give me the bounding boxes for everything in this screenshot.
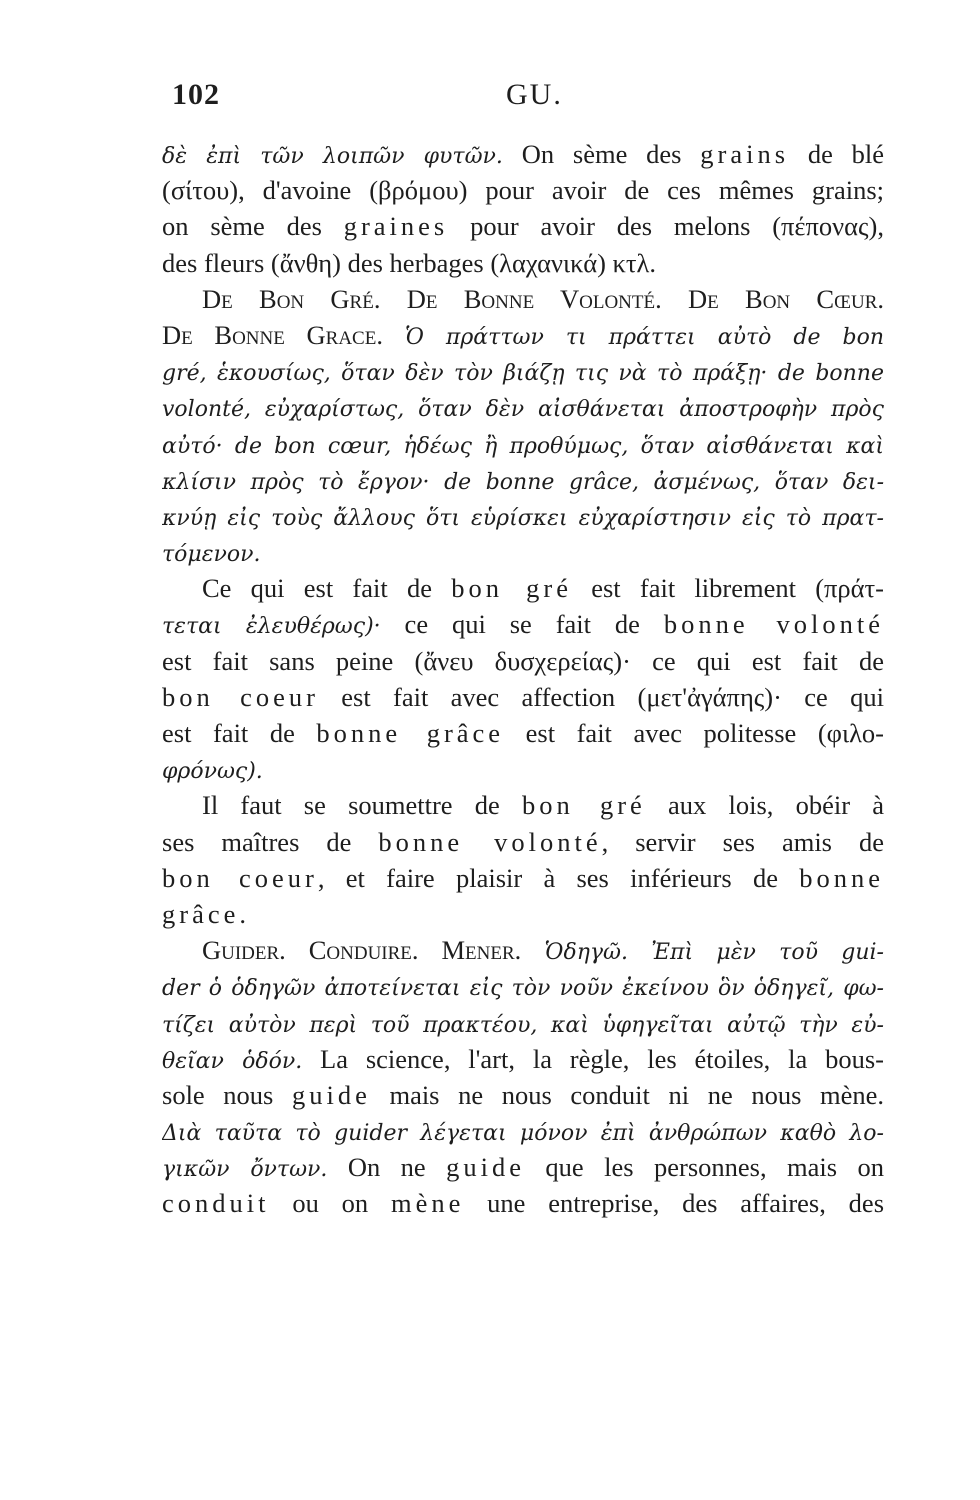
text-line — [162, 426, 884, 462]
text-segment: de blé — [789, 139, 884, 169]
text-line — [162, 787, 884, 823]
text-segment: est fait sans peine (ἄνευ δυσχερείας)· — [162, 645, 631, 676]
entry-heading: De Bonne Grace. — [162, 319, 383, 350]
text-line — [162, 1185, 884, 1221]
text-segment: , et faire plaisir à ses inférieurs de — [317, 862, 800, 893]
greek-text: γικῶν ὄντων. — [162, 1157, 328, 1183]
text-line — [162, 824, 884, 860]
spaced-term: grâce — [162, 898, 240, 929]
text-segment: pour avoir des melons (πέπονας), — [448, 211, 884, 242]
greek-text: Διὰ ταῦτα τὸ guider λέγεται μόνον ἐπὶ ἀνθρώπων καθὸ λο- — [162, 1121, 884, 1147]
text-segment: Ce qui est fait de — [202, 573, 452, 604]
text-line — [162, 534, 884, 570]
text-line — [162, 1005, 884, 1041]
text-line — [162, 1113, 884, 1149]
body-text — [162, 136, 884, 1222]
spaced-term: mène — [390, 1188, 465, 1219]
spaced-term: guide — [291, 1079, 371, 1110]
text-line — [162, 353, 884, 389]
text-segment: ou on — [269, 1188, 391, 1219]
text-segment: . — [239, 898, 246, 929]
text-segment: des fleurs (ἄνθη) des herbages (λαχανικά) κτλ. — [162, 247, 657, 278]
greek-text: αὐτό· de bon cœur, ἡδέως ἢ προθύμως, ὅταν αἰσθάνεται καὶ — [162, 433, 884, 459]
greek-text: κλίσιν πρὸς τὸ ἔργον· de bonne grâce, ἀσμένως, ὅταν δει- — [162, 469, 884, 495]
text-segment: La science, l'art, la règle, les étoiles, la bous- — [302, 1043, 884, 1074]
text-line — [162, 643, 884, 679]
spaced-term: bon gré — [451, 573, 572, 604]
text-line — [162, 1149, 884, 1185]
text-segment: ce qui se fait de — [380, 609, 664, 640]
text-segment: est fait avec politesse (φιλο- — [504, 718, 884, 748]
text-segment: On sème des — [502, 139, 701, 169]
text-segment: aux lois, obéir à — [645, 790, 884, 821]
text-line — [162, 751, 884, 787]
text-segment: que les personnes, mais on — [525, 1152, 884, 1183]
text-line — [162, 968, 884, 1004]
text-segment: est fait avec affection (μετ'ἀγάπης)· — [318, 681, 782, 712]
spaced-term: bonne volonté — [378, 826, 602, 857]
greek-text: gré, ἑκουσίως, ὅταν δὲν τὸν βιάζῃ τις νὰ τὸ πράξῃ· de bonne — [162, 361, 884, 387]
entry-heading-line — [162, 281, 884, 317]
spaced-term: bonne volonté — [663, 609, 884, 640]
text-segment: ce qui est fait de — [630, 645, 884, 676]
text-line — [162, 317, 884, 353]
text-line — [162, 498, 884, 534]
text-line — [162, 932, 884, 968]
text-line — [162, 389, 884, 425]
text-line — [162, 896, 884, 932]
text-segment: est fait de — [162, 718, 317, 748]
greek-text: τόμενον. — [162, 542, 261, 568]
text-line — [162, 1077, 884, 1113]
text-line — [162, 570, 884, 606]
spaced-term: grains — [700, 139, 790, 169]
text-segment: On ne — [327, 1152, 447, 1183]
text-line — [162, 606, 884, 642]
text-segment: , servir ses amis de — [601, 826, 884, 857]
spaced-term: bonne — [799, 862, 884, 893]
text-line — [162, 715, 884, 751]
text-segment: Il faut se soumettre de — [202, 790, 522, 821]
spaced-term: bon coeur — [162, 862, 318, 893]
text-segment: mais ne nous conduit ni ne nous mène. — [370, 1079, 884, 1110]
text-line — [162, 1041, 884, 1077]
greek-text: θεῖαν ὁδόν. — [162, 1048, 303, 1074]
text-segment: ce qui — [781, 681, 884, 712]
greek-text: κνύῃ εἰς τοὺς ἄλλους ὅτι εὑρίσκει εὐχαρίστησιν εἰς τὸ πρατ- — [162, 505, 884, 531]
greek-text: volonté, εὐχαρίστως, ὅταν δὲν αἰσθάνεται ἀποστροφὴν πρὸς — [162, 397, 884, 423]
text-line — [162, 136, 884, 172]
text-line — [162, 860, 884, 896]
greek-text: τεται ἐλευθέρως)· — [162, 614, 381, 640]
greek-text: δὲ ἐπὶ τῶν λοιπῶν φυτῶν. — [162, 144, 503, 169]
greek-text: Ὁδηγῶ. Ἐπὶ μὲν τοῦ gui- — [521, 940, 884, 966]
text-segment: on sème des — [162, 211, 344, 242]
entry-heading: Guider. Conduire. Mener. — [202, 935, 522, 966]
text-segment: est fait librement (πράτ- — [572, 573, 884, 604]
running-head: GU. — [506, 78, 563, 111]
spaced-term: bon coeur — [162, 681, 319, 712]
spaced-term: bon gré — [522, 790, 646, 821]
greek-text: τίζει αὐτὸν περὶ τοῦ πρακτέου, καὶ ὑφηγεῖται αὐτῷ τὴν εὐ- — [162, 1012, 884, 1038]
text-line — [162, 679, 884, 715]
spaced-term: graines — [343, 211, 449, 242]
greek-text: der ὁ ὁδηγῶν ἀποτείνεται εἰς τὸν νοῦν ἐκείνου ὃν ὁδηγεῖ, φω- — [162, 976, 884, 1002]
page-number: 102 — [172, 78, 220, 111]
page-header — [0, 78, 980, 122]
greek-text: φρόνως). — [162, 759, 263, 785]
text-segment: une entreprise, des affaires, des — [464, 1188, 884, 1219]
text-line — [162, 172, 884, 208]
text-line — [162, 462, 884, 498]
text-line — [162, 208, 884, 244]
text-line — [162, 245, 884, 281]
text-segment: ses maîtres de — [162, 826, 379, 857]
text-segment: sole nous — [162, 1079, 292, 1110]
spaced-term: guide — [446, 1152, 525, 1183]
entry-heading: De Bon Gré. De Bonne Volonté. De Bon Cœur. — [202, 283, 884, 314]
spaced-term: bonne grâce — [316, 718, 505, 748]
greek-text: Ὁ πράττων τι πράττει αὐτὸ de bon — [382, 324, 884, 350]
text-segment: (σίτου), d'avoine (βρόμου) pour avoir de ces mêmes grains; — [162, 175, 884, 206]
spaced-term: conduit — [162, 1188, 270, 1219]
